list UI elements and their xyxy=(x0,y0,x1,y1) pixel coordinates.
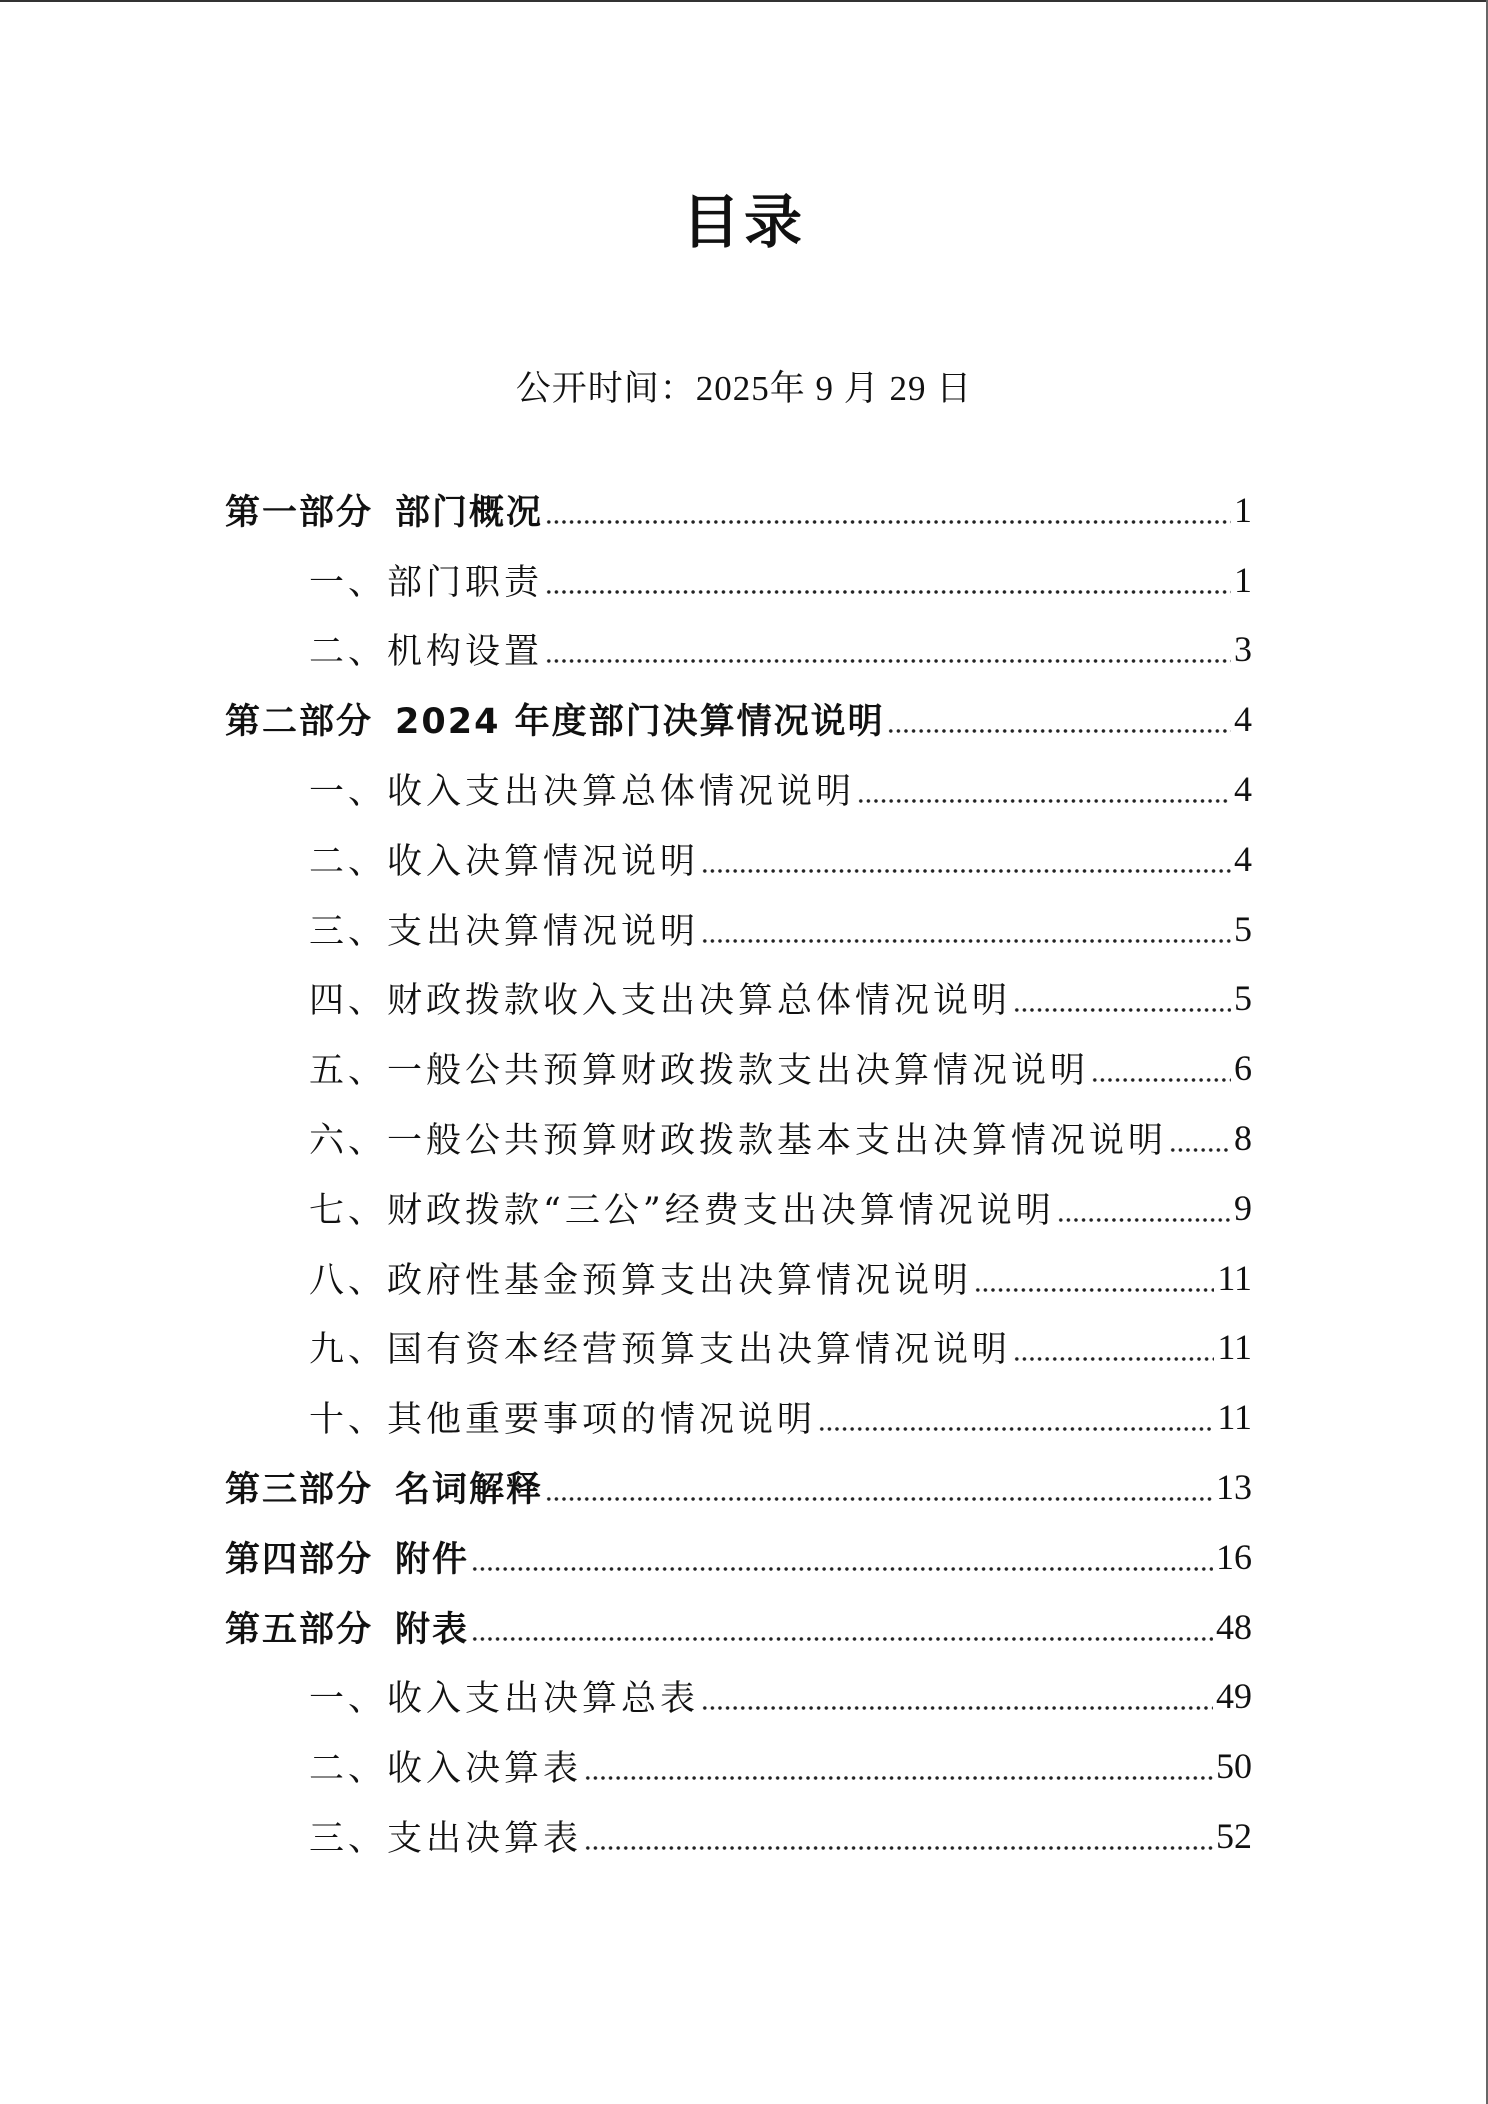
page-number: 13 xyxy=(1216,1467,1252,1508)
toc-subsection-entry xyxy=(225,615,1252,685)
subsection-title: 六、一般公共预算财政拨款基本支出决算情况说明 xyxy=(309,1121,1168,1162)
table-of-contents xyxy=(225,475,1252,1871)
publish-time: 公开时间：2025年 9 月 29 日 xyxy=(515,369,973,408)
section-heading xyxy=(225,1462,543,1512)
toc-subsection-entry xyxy=(225,824,1252,894)
dot-leader xyxy=(545,490,1231,530)
subsection-title: 三、支出决算表 xyxy=(309,1819,583,1860)
section-heading xyxy=(225,485,543,535)
dot-leader xyxy=(545,629,1231,669)
section-title: 附件 xyxy=(395,1539,470,1580)
page-number: 1 xyxy=(1234,559,1252,600)
dot-leader xyxy=(857,769,1231,809)
toc-subsection-entry xyxy=(225,1103,1252,1173)
dot-leader xyxy=(1169,1118,1231,1158)
toc-subsection-entry xyxy=(225,1033,1252,1103)
page-number: 16 xyxy=(1216,1536,1252,1577)
dot-leader xyxy=(701,839,1231,879)
page-number: 4 xyxy=(1234,838,1252,879)
dot-leader xyxy=(701,909,1231,949)
dot-leader xyxy=(471,1607,1213,1647)
subsection-title: 二、收入决算情况说明 xyxy=(309,841,700,882)
subsection-title: 三、支出决算情况说明 xyxy=(309,911,700,952)
dot-leader xyxy=(471,1537,1213,1577)
subsection-title: 一、部门职责 xyxy=(309,562,544,603)
toc-section-entry xyxy=(225,1592,1252,1662)
subsection-title: 七、财政拨款“三公”经费支出决算情况说明 xyxy=(309,1190,1055,1231)
page-number: 4 xyxy=(1234,699,1252,740)
page-number: 5 xyxy=(1234,978,1252,1019)
subsection-title: 八、政府性基金预算支出决算情况说明 xyxy=(309,1260,973,1301)
page-number: 8 xyxy=(1234,1118,1252,1159)
dot-leader xyxy=(1057,1188,1231,1228)
subsection-title: 九、国有资本经营预算支出决算情况说明 xyxy=(309,1330,1012,1371)
dot-leader xyxy=(584,1816,1213,1856)
subsection-title: 四、财政拨款收入支出决算总体情况说明 xyxy=(309,981,1012,1022)
section-title: 部门概况 xyxy=(395,492,544,533)
section-number: 第三部分 xyxy=(225,1470,374,1511)
toc-subsection-entry xyxy=(225,964,1252,1034)
page-number: 48 xyxy=(1216,1606,1252,1647)
toc-section-entry xyxy=(225,475,1252,545)
toc-subsection-entry xyxy=(225,1243,1252,1313)
page-title: 目录 xyxy=(681,188,806,256)
subsection-title: 十、其他重要事项的情况说明 xyxy=(309,1400,817,1441)
page-number: 11 xyxy=(1217,1327,1252,1368)
subsection-title: 一、收入支出决算总体情况说明 xyxy=(309,772,856,813)
section-number: 第四部分 xyxy=(225,1539,374,1580)
section-number: 第二部分 xyxy=(225,702,374,743)
page-number: 52 xyxy=(1216,1816,1252,1857)
section-title: 附表 xyxy=(395,1609,470,1650)
section-heading xyxy=(225,1602,469,1652)
dot-leader xyxy=(701,1676,1213,1716)
page-number: 3 xyxy=(1234,629,1252,670)
page-number: 5 xyxy=(1234,908,1252,949)
toc-section-entry xyxy=(225,1452,1252,1522)
dot-leader xyxy=(545,560,1231,600)
subsection-title: 五、一般公共预算财政拨款支出决算情况说明 xyxy=(309,1051,1090,1092)
subsection-title: 二、收入决算表 xyxy=(309,1749,583,1790)
page-number: 6 xyxy=(1234,1048,1252,1089)
dot-leader xyxy=(1013,978,1231,1018)
toc-subsection-entry xyxy=(225,1731,1252,1801)
section-number: 第五部分 xyxy=(225,1609,374,1650)
toc-section-entry xyxy=(225,1522,1252,1592)
dot-leader xyxy=(887,699,1231,739)
subsection-title: 一、收入支出决算总表 xyxy=(309,1679,700,1720)
dot-leader xyxy=(545,1467,1213,1507)
page-number: 11 xyxy=(1217,1257,1252,1298)
toc-subsection-entry xyxy=(225,1801,1252,1871)
toc-subsection-entry xyxy=(225,894,1252,964)
page-number: 1 xyxy=(1234,489,1252,530)
dot-leader xyxy=(974,1258,1214,1298)
toc-subsection-entry xyxy=(225,1313,1252,1383)
dot-leader xyxy=(1091,1048,1231,1088)
section-heading xyxy=(225,1532,469,1582)
section-title: 名词解释 xyxy=(395,1470,544,1511)
toc-subsection-entry xyxy=(225,1382,1252,1452)
toc-subsection-entry xyxy=(225,1662,1252,1732)
page-number: 50 xyxy=(1216,1746,1252,1787)
toc-subsection-entry xyxy=(225,545,1252,615)
page-number: 11 xyxy=(1217,1397,1252,1438)
dot-leader xyxy=(1013,1327,1214,1367)
page-number: 4 xyxy=(1234,769,1252,810)
page-number: 49 xyxy=(1216,1676,1252,1717)
section-heading xyxy=(225,694,885,744)
toc-subsection-entry xyxy=(225,1173,1252,1243)
subsection-title: 二、机构设置 xyxy=(309,632,544,673)
toc-section-entry xyxy=(225,684,1252,754)
section-title: 2024 年度部门决算情况说明 xyxy=(395,702,885,743)
dot-leader xyxy=(818,1397,1214,1437)
section-number: 第一部分 xyxy=(225,492,374,533)
toc-subsection-entry xyxy=(225,754,1252,824)
page-top-edge xyxy=(0,0,1488,2)
dot-leader xyxy=(584,1746,1213,1786)
page-number: 9 xyxy=(1234,1187,1252,1228)
